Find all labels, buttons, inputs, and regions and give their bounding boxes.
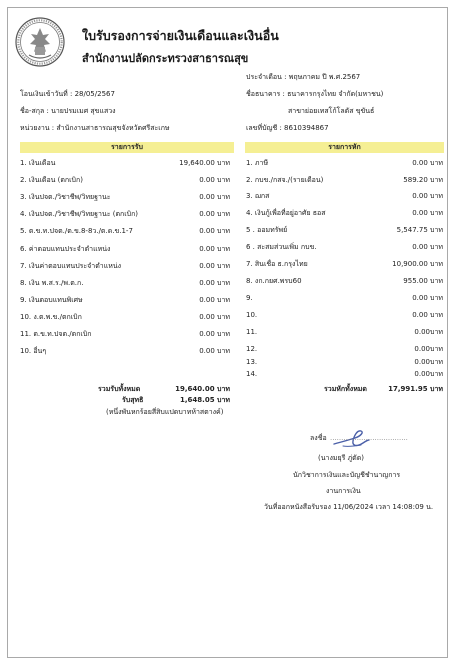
sign-label: ลงชื่อ xyxy=(310,434,327,442)
row-label: 9. xyxy=(246,294,253,302)
table-row xyxy=(246,369,443,379)
ministry-seal-icon xyxy=(15,17,65,67)
row-label: 14. xyxy=(246,370,258,378)
employee-name: ชื่อ-สกุล : นายปรมเมศ สุขแสวง xyxy=(20,107,116,115)
table-row xyxy=(246,327,443,337)
table-row xyxy=(20,175,230,185)
row-value: 0.00 บาท xyxy=(199,295,230,304)
table-row xyxy=(20,329,230,339)
table-row xyxy=(20,226,230,236)
row-label: 6. ค่าตอบแทนประจำตำแหน่ง xyxy=(20,244,111,253)
table-row xyxy=(246,293,443,303)
income-total-value: 19,640.00 บาท xyxy=(175,385,230,393)
row-label: 1. เงินเดือน xyxy=(20,159,56,167)
table-row xyxy=(20,192,230,202)
table-row xyxy=(20,244,230,254)
row-label: 3. ฌกส xyxy=(246,192,270,200)
net-income-value: 1,648.05 บาท xyxy=(180,396,230,404)
row-label: 13. xyxy=(246,358,258,366)
account-number: เลขที่บัญชี : 8610394867 xyxy=(246,124,329,132)
row-label: 10. ง.ต.พ.ข./ตกเบิก xyxy=(20,312,82,321)
table-row xyxy=(246,344,443,354)
document-subtitle: สำนักงานปลัดกระทรวงสาธารณสุข xyxy=(82,52,249,65)
row-value: 0.00 บาท xyxy=(199,244,230,253)
bank-branch: สาขาย่อยเทสโก้โลตัส ขุขันธ์ xyxy=(288,107,375,115)
row-value: 0.00 บาท xyxy=(199,278,230,287)
table-row xyxy=(246,158,443,168)
row-value: 0.00 บาท xyxy=(412,294,443,302)
row-label: 4. เงินปจต./วิชาชีพ/วิทยฐานะ (ตกเบิก) xyxy=(20,210,139,219)
row-value: 0.00 บาท xyxy=(199,261,230,270)
row-value: 10,900.00 บาท xyxy=(392,260,443,268)
row-label: 9. เงินตอบแทนพิเศษ xyxy=(20,295,83,304)
row-label: 5. ต.ข.ท.ปจต./ต.ข.8-8ว./ต.ด.ข.1-7 xyxy=(20,227,133,236)
row-value: 0.00 บาท xyxy=(412,192,443,200)
row-label: 12. xyxy=(246,345,258,353)
row-label: 2. เงินเดือน (ตกเบิก) xyxy=(20,176,83,185)
table-row xyxy=(246,259,443,269)
document-title: ใบรับรองการจ่ายเงินเดือนและเงินอื่น xyxy=(82,28,279,43)
table-row xyxy=(20,209,230,219)
pay-month: ประจำเดือน : พฤษภาคม ปี พ.ศ.2567 xyxy=(246,73,361,81)
row-value: 0.00 บาท xyxy=(199,210,230,219)
table-row xyxy=(20,312,230,322)
row-value: 0.00 บาท xyxy=(199,347,230,356)
net-income-words: (หนึ่งพันหกร้อยสี่สิบแปดบาทห้าสตางค์) xyxy=(106,408,224,416)
row-value: 955.00 บาท xyxy=(403,277,443,285)
row-label: 4. เงินกู้เพื่อที่อยู่อาศัย ธอส xyxy=(246,209,326,217)
row-value: 0.00 บาท xyxy=(199,330,230,338)
row-label: 7. เงินค่าตอบแทนประจำตำแหน่ง xyxy=(20,261,122,270)
table-row xyxy=(246,191,443,201)
income-header: รายการรับ xyxy=(20,142,234,153)
table-row xyxy=(246,310,443,320)
deductions-header: รายการหัก xyxy=(245,142,444,153)
row-value: 0.00บาท xyxy=(414,345,443,353)
row-label: 2. กบข./กสจ./(รายเดือน) xyxy=(246,175,324,184)
certificate-page xyxy=(7,7,448,658)
table-row xyxy=(246,208,443,218)
row-value: 0.00บาท xyxy=(414,328,443,336)
table-row xyxy=(20,158,230,168)
row-value: 0.00 บาท xyxy=(199,193,230,202)
bank-name: ชื่อธนาคาร : ธนาคารกรุงไทย จำกัด(มหาชน) xyxy=(246,90,384,98)
table-row xyxy=(246,242,443,252)
row-label: 11. ต.ข.ท.ปจต./ตกเบิก xyxy=(20,330,92,338)
table-row xyxy=(20,261,230,271)
row-label: 10. อื่นๆ xyxy=(20,347,47,356)
row-label: 8. เงิน พ.ส.ร./พ.ต.ก. xyxy=(20,278,84,287)
transfer-date: โอนเงินเข้าวันที่ : 28/05/2567 xyxy=(20,90,115,98)
table-row xyxy=(246,357,443,367)
row-label: 10. xyxy=(246,311,258,319)
row-value: 0.00บาท xyxy=(414,358,443,366)
row-value: 589.20 บาท xyxy=(403,175,443,184)
signer-position: นักวิชาการเงินและบัญชีชำนาญการ xyxy=(293,471,401,479)
net-income-row xyxy=(98,395,230,405)
row-value: 0.00 บาท xyxy=(412,243,443,251)
table-row xyxy=(246,175,443,185)
signature-line: ................................... xyxy=(330,434,408,442)
net-income-label: รับสุทธิ xyxy=(122,396,144,404)
table-row xyxy=(246,225,443,235)
deduction-total-value: 17,991.95 บาท xyxy=(388,385,443,393)
table-row xyxy=(20,278,230,288)
row-label: 6 . สะสมส่วนเพิ่ม กบข. xyxy=(246,243,317,251)
row-value: 0.00 บาท xyxy=(412,209,443,217)
row-value: 5,547.75 บาท xyxy=(396,226,443,234)
row-label: 5 . ออมทรัพย์ xyxy=(246,226,288,234)
row-label: 11. xyxy=(246,328,258,336)
row-value: 19,640.00 บาท xyxy=(179,159,230,167)
income-total-label: รวมรับทั้งหมด xyxy=(98,385,141,393)
row-label: 1. ภาษี xyxy=(246,159,269,167)
agency: หน่วยงาน : สำนักงานสาธารณสุขจังหวัดศรีสะเกษ xyxy=(20,124,170,132)
table-row xyxy=(246,276,443,286)
signer-name: (นางมยุรี ภู่ตัด) xyxy=(318,454,365,462)
row-value: 0.00บาท xyxy=(414,370,443,378)
row-label: 8. งก.กยศ.พรบ60 xyxy=(246,277,302,285)
deduction-total-label: รวมหักทั้งหมด xyxy=(324,385,367,393)
income-total-row xyxy=(98,384,230,394)
row-value: 0.00 บาท xyxy=(199,312,230,321)
issue-timestamp: วันที่ออกหนังสือรับรอง 11/06/2024 เวลา 14:08:09 น. xyxy=(264,503,434,511)
table-row xyxy=(20,295,230,305)
signer-section: งานการเงิน xyxy=(326,487,361,495)
row-value: 0.00 บาท xyxy=(199,176,230,185)
row-value: 0.00 บาท xyxy=(199,227,230,236)
row-value: 0.00 บาท xyxy=(412,159,443,167)
row-label: 3. เงินปจต./วิชาชีพ/วิทยฐานะ xyxy=(20,193,111,202)
deduction-total-row xyxy=(324,384,443,394)
row-value: 0.00 บาท xyxy=(412,311,443,319)
row-label: 7. สินเชื่อ ธ.กรุงไทย xyxy=(246,260,308,268)
table-row xyxy=(20,346,230,356)
